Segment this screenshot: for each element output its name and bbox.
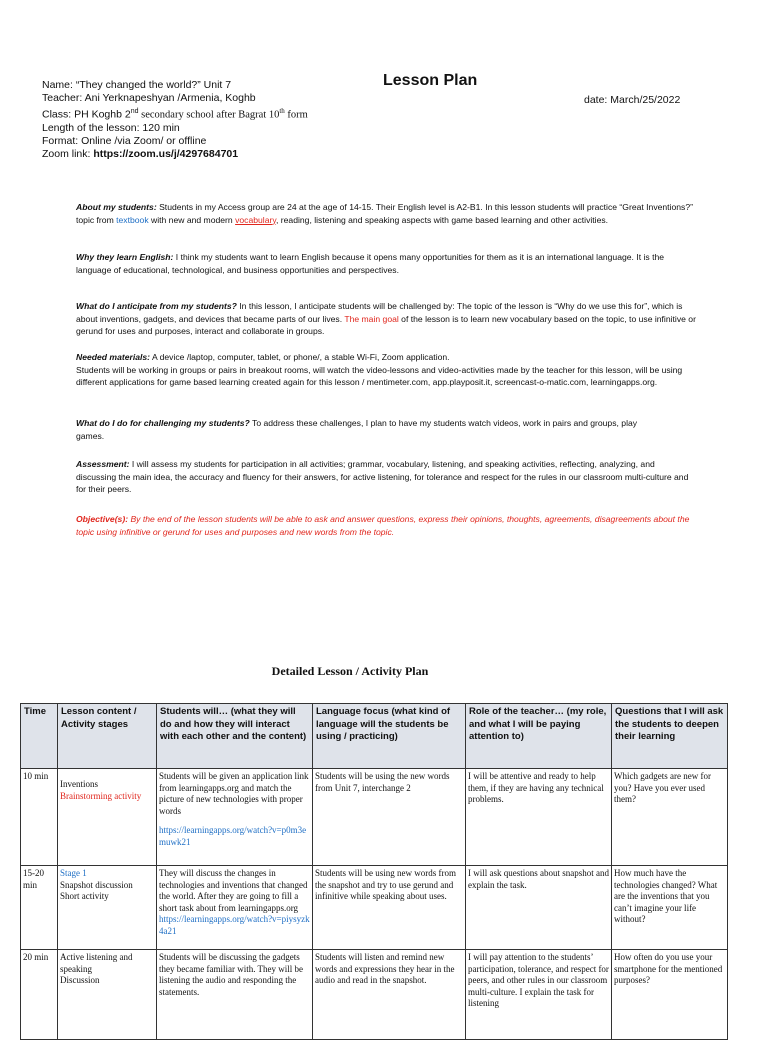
lesson-format: Format: Online /via Zoom/ or offline — [42, 134, 207, 147]
header-language: Language focus (what kind of language will the students be using / practicing) — [313, 704, 466, 769]
teacher-name: Teacher: Ani Yerknapeshyan /Armenia, Koghb — [42, 92, 256, 104]
section-assessment: Assessment: I will assess my students for participation in all activities; grammar, vocabulary, listening, and speaking activities, reflecting, analyzing, and discussing the main idea, the accuracy and fluency for their answers, for active listening, for tolerance and respect for the rules in our classroom multi-culture and for their peers. — [76, 459, 689, 494]
table-title: Detailed Lesson / Activity Plan — [271, 664, 429, 678]
lesson-length: Length of the lesson: 120 min — [42, 121, 180, 134]
cell-questions: Which gadgets are new for you? Have you ever used them? — [612, 769, 728, 866]
learningapps-link[interactable]: https://learningapps.org/watch?v=p0m3emuwk21 — [159, 825, 307, 847]
cell-content: Stage 1 Snapshot discussion Short activity — [58, 866, 157, 950]
textbook-link[interactable]: textbook — [116, 214, 149, 225]
page-title: Lesson Plan — [383, 72, 478, 89]
section-challenge: What do I do for challenging my students? To address these challenges, I plan to have my students watch videos, work in pairs and groups, play games. — [76, 418, 638, 441]
activity-plan-table — [20, 703, 728, 1040]
section-why-english: Why they learn English: I think my students want to learn English because it opens many opportunities for them as it is an international language. It is the language of educational, technological, and business opportunities and perspectives. — [76, 252, 665, 275]
cell-teacher: I will be attentive and ready to help them, if they are having any technical problems. — [466, 769, 612, 866]
section-objective: Objective(s): By the end of the lesson students will be able to ask and answer questions, express their opinions, thoughts, agreements, disagreements about the topic using infinitive or gerund for uses and purposes and new words from the topic. — [76, 514, 690, 537]
zoom-link-row: Zoom link: https://zoom.us/j/4297684701 — [42, 147, 239, 160]
section-anticipate: What do I anticipate from my students? In this lesson, I anticipate students will be challenged by: The topic of the lesson is “Why do we use this for”, which is about inventions, gadgets, and devices that became parts of our lives. The main goal of the lesson is to learn new vocabulary based on the topic, to use infinitive or gerund for uses and purposes, interact and collaborate in groups. — [76, 301, 696, 336]
cell-questions: How often do you use your smartphone for the mentioned purposes? — [612, 950, 728, 1040]
header-content: Lesson content / Activity stages — [58, 704, 157, 769]
cell-time: 20 min — [21, 950, 58, 1040]
table-row — [21, 950, 728, 1040]
cell-teacher: I will pay attention to the students’ participation, tolerance, and respect for peers, and other rules in our classroom multi-culture. I explain the task for listening — [466, 950, 612, 1040]
vocabulary-link[interactable]: vocabulary — [235, 214, 277, 225]
cell-language: Students will listen and remind new words and expressions they hear in the audio and read in the snapshot. — [313, 950, 466, 1040]
cell-language: Students will be using the new words from Unit 7, interchange 2 — [313, 769, 466, 866]
section-about-students: About my students: Students in my Access group are 24 at the age of 14-15. Their English level is A2-B1. In this lesson students will practice “Great Inventions?” topic from textbook with new and modern vocabulary, reading, listening and speaking aspects with game based learning and other activities. — [76, 202, 693, 225]
cell-students: Students will be given an application link from learningapps.org and match the picture of new technologies with proper words https://learningapps.org/watch?v=p0m3emuwk21 — [157, 769, 313, 866]
section-materials: Needed materials: A device /laptop, computer, tablet, or phone/, a stable Wi-Fi, Zoom application. Students will be working in groups or pairs in breakout rooms, will watch the video-lessons and video-activities made by the teacher for this lesson, will be using different applications for game based learning created again for this lesson / mentimeter.com, app.playposit.it, screencast-o-matic.com, learningapps.org. — [76, 352, 683, 387]
header-info — [42, 79, 308, 161]
zoom-link[interactable]: https://zoom.us/j/4297684701 — [93, 147, 239, 160]
header-teacher: Role of the teacher… (my role, and what I will be paying attention to) — [466, 704, 612, 769]
table-row — [21, 866, 728, 950]
header-questions: Questions that I will ask the students to deepen their learning — [612, 704, 728, 769]
lesson-date: date: March/25/2022 — [584, 94, 681, 106]
cell-questions: How much have the technologies changed? What are the inventions that you can’t imagine your life without? — [612, 866, 728, 950]
class-info: Class: PH Koghb 2nd secondary school after Bagrat 10th form — [42, 107, 308, 121]
cell-students: They will discuss the changes in technologies and inventions that changed the world. After they are going to fill a short task about from learningapps.org https://learningapps.org/watch?v=piysyzk4a21 — [157, 866, 313, 950]
lesson-name: Name: “They changed the world?” Unit 7 — [42, 79, 232, 91]
table-header-row — [21, 704, 728, 769]
header-time: Time — [21, 704, 58, 769]
learningapps-link[interactable]: https://learningapps.org/watch?v=piysyzk4a21 — [159, 914, 310, 936]
cell-students: Students will be discussing the gadgets they became familiar with. They will be listening the audio and responding the statements. — [157, 950, 313, 1040]
table-row — [21, 769, 728, 866]
cell-teacher: I will ask questions about snapshot and explain the task. — [466, 866, 612, 950]
cell-content: Inventions Brainstorming activity — [58, 769, 157, 866]
cell-time: 10 min — [21, 769, 58, 866]
cell-time: 15-20 min — [21, 866, 58, 950]
cell-language: Students will be using new words from the snapshot and try to use gerund and infinitive while speaking about uses. — [313, 866, 466, 950]
header-students: Students will… (what they will do and how they will interact with each other and the content) — [157, 704, 313, 769]
cell-content: Active listening and speaking Discussion — [58, 950, 157, 1040]
